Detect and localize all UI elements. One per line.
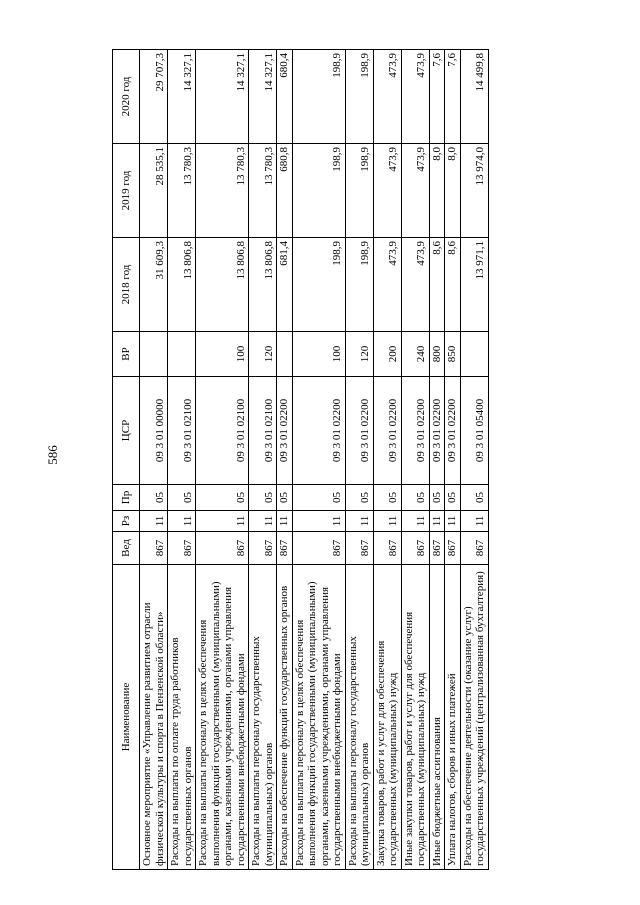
cell-ved: 867 [373,532,401,565]
cell-2020: 473,9 [373,50,401,144]
cell-2018: 8,6 [429,238,445,332]
cell-2018: 31 609,3 [140,238,168,332]
cell-2020: 7,6 [445,50,461,144]
budget-table [112,49,489,870]
cell-csr: 09 3 01 02200 [401,377,429,485]
table-row [345,50,373,870]
table-row [196,50,249,870]
cell-2020: 14 499,8 [460,50,488,144]
cell-2019: 13 780,3 [249,144,277,238]
cell-vr [140,332,168,377]
cell-ved: 867 [429,532,445,565]
cell-csr: 09 3 01 02200 [292,377,345,485]
cell-2019: 28 535,1 [140,144,168,238]
cell-pr: 05 [249,485,277,511]
cell-2019: 680,8 [277,144,293,238]
table-row [460,50,488,870]
cell-2019: 8,0 [429,144,445,238]
header-ved: Вед [113,532,140,565]
cell-2018: 473,9 [401,238,429,332]
cell-rz: 11 [292,511,345,532]
cell-ved: 867 [140,532,168,565]
table-row [445,50,461,870]
cell-2020: 7,6 [429,50,445,144]
cell-2018: 13 971,1 [460,238,488,332]
cell-rz: 11 [277,511,293,532]
cell-vr: 240 [401,332,429,377]
cell-vr: 120 [249,332,277,377]
cell-csr: 09 3 01 02100 [196,377,249,485]
table-row [249,50,277,870]
cell-name: Расходы на выплаты персоналу в целях обеспечения выполнения функций государственными (муниципальными) органами, казенными учреждениями, органами управления государственными внебюджетными фондами [196,565,249,870]
header-pr: Пр [113,485,140,511]
cell-2020: 14 327,1 [249,50,277,144]
cell-2018: 681,4 [277,238,293,332]
cell-2020: 14 327,1 [168,50,196,144]
cell-ved: 867 [345,532,373,565]
cell-ved: 867 [460,532,488,565]
cell-name: Расходы на выплаты персоналу государственных (муниципальных) органов [249,565,277,870]
cell-2019: 13 974,0 [460,144,488,238]
cell-pr: 05 [373,485,401,511]
cell-2019: 8,0 [445,144,461,238]
cell-name: Расходы на выплаты по оплате труда работников государственных органов [168,565,196,870]
cell-vr [460,332,488,377]
cell-name: Основное мероприятие «Управление развитием отрасли физической культуры и спорта в Пензенской области» [140,565,168,870]
cell-csr: 09 3 01 02200 [429,377,445,485]
header-vr: ВР [113,332,140,377]
cell-rz: 11 [401,511,429,532]
cell-pr: 05 [429,485,445,511]
cell-vr [168,332,196,377]
table-row [292,50,345,870]
cell-pr: 05 [292,485,345,511]
cell-rz: 11 [373,511,401,532]
cell-name: Иные бюджетные ассигнования [429,565,445,870]
cell-2018: 13 806,8 [168,238,196,332]
page-number: 586 [45,445,60,465]
cell-csr: 09 3 01 02100 [249,377,277,485]
cell-2020: 14 327,1 [196,50,249,144]
cell-2018: 198,9 [345,238,373,332]
cell-2019: 473,9 [373,144,401,238]
cell-vr: 800 [429,332,445,377]
cell-2020: 680,4 [277,50,293,144]
header-csr: ЦСР [113,377,140,485]
cell-ved: 867 [196,532,249,565]
cell-ved: 867 [168,532,196,565]
cell-pr: 05 [140,485,168,511]
budget-table-container [112,50,582,870]
cell-2019: 198,9 [345,144,373,238]
cell-csr: 09 3 01 00000 [140,377,168,485]
cell-csr: 09 3 01 02200 [277,377,293,485]
table-row [168,50,196,870]
cell-rz: 11 [196,511,249,532]
cell-ved: 867 [292,532,345,565]
cell-vr: 100 [196,332,249,377]
cell-pr: 05 [445,485,461,511]
cell-name: Расходы на выплаты персоналу государственных (муниципальных) органов [345,565,373,870]
header-rz: Рз [113,511,140,532]
cell-pr: 05 [196,485,249,511]
cell-2019: 473,9 [401,144,429,238]
cell-pr: 05 [168,485,196,511]
cell-csr: 09 3 01 02200 [345,377,373,485]
header-2018: 2018 год [113,238,140,332]
cell-vr: 100 [292,332,345,377]
cell-vr: 850 [445,332,461,377]
cell-csr: 09 3 01 02200 [373,377,401,485]
cell-rz: 11 [445,511,461,532]
header-2020: 2020 год [113,50,140,144]
cell-2018: 13 806,8 [249,238,277,332]
table-row [429,50,445,870]
cell-rz: 11 [429,511,445,532]
cell-vr [277,332,293,377]
cell-csr: 09 3 01 02200 [445,377,461,485]
cell-2019: 13 780,3 [196,144,249,238]
cell-2020: 473,9 [401,50,429,144]
cell-ved: 867 [401,532,429,565]
cell-rz: 11 [140,511,168,532]
cell-2020: 29 707,3 [140,50,168,144]
cell-rz: 11 [168,511,196,532]
cell-name: Иные закупки товаров, работ и услуг для обеспечения государственных (муниципальных) нужд [401,565,429,870]
cell-2018: 473,9 [373,238,401,332]
cell-csr: 09 3 01 05400 [460,377,488,485]
cell-2018: 8,6 [445,238,461,332]
cell-2019: 198,9 [292,144,345,238]
cell-2020: 198,9 [345,50,373,144]
cell-name: Расходы на обеспечение функций государственных органов [277,565,293,870]
table-row [140,50,168,870]
table-row [277,50,293,870]
cell-rz: 11 [345,511,373,532]
cell-pr: 05 [277,485,293,511]
header-2019: 2019 год [113,144,140,238]
table-header-row [113,50,140,870]
table-row [401,50,429,870]
cell-ved: 867 [445,532,461,565]
cell-pr: 05 [460,485,488,511]
cell-pr: 05 [401,485,429,511]
cell-2020: 198,9 [292,50,345,144]
table-row [373,50,401,870]
cell-2018: 13 806,8 [196,238,249,332]
cell-name: Расходы на обеспечение деятельности (оказание услуг) государственных учреждений (централизованная бухгалтерия) [460,565,488,870]
header-name: Наименование [113,565,140,870]
cell-csr: 09 3 01 02100 [168,377,196,485]
cell-name: Уплата налогов, сборов и иных платежей [445,565,461,870]
cell-ved: 867 [249,532,277,565]
cell-vr: 120 [345,332,373,377]
cell-name: Расходы на выплаты персоналу в целях обеспечения выполнения функций государственными (муниципальными) органами, казенными учреждениями, органами управления государственными внебюджетными фондами [292,565,345,870]
cell-rz: 11 [460,511,488,532]
cell-pr: 05 [345,485,373,511]
cell-rz: 11 [249,511,277,532]
cell-2018: 198,9 [292,238,345,332]
cell-name: Закупка товаров, работ и услуг для обеспечения государственных (муниципальных) нужд [373,565,401,870]
cell-vr: 200 [373,332,401,377]
cell-ved: 867 [277,532,293,565]
cell-2019: 13 780,3 [168,144,196,238]
